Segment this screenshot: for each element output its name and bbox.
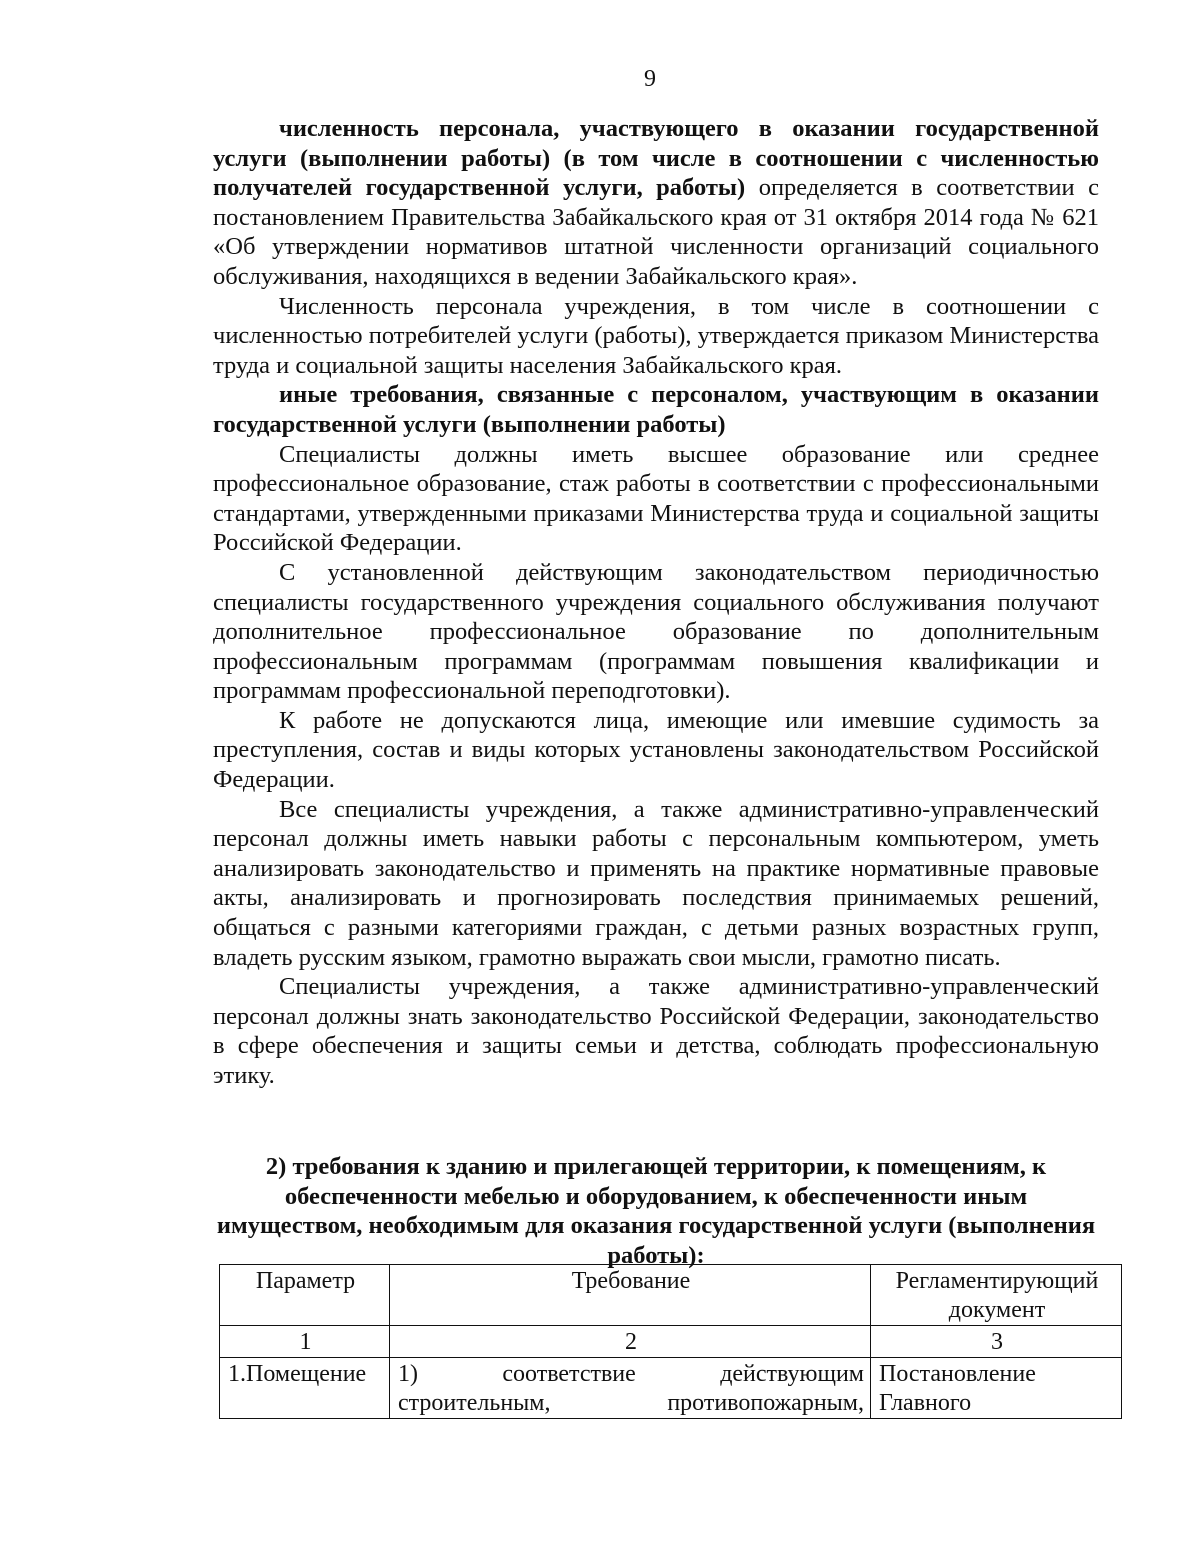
paragraph-5 bbox=[213, 558, 1099, 706]
header-requirement: Требование bbox=[390, 1265, 871, 1326]
bold-lead: иные требования, связанные с персоналом, участвующим в оказании государственной услуги (выполнении работы) bbox=[213, 381, 1099, 438]
header-parameter: Параметр bbox=[220, 1265, 390, 1326]
paragraph-1 bbox=[213, 114, 1099, 292]
paragraph-3 bbox=[213, 380, 1099, 439]
requirement-line: строительным, противопожарным, bbox=[398, 1390, 864, 1416]
section-heading: 2) требования к зданию и прилегающей территории, к помещениям, к обеспеченности мебелью и оборудованием, к обеспеченности иным имуществом, необходимым для оказания государственной услуги (выполнения работы): bbox=[216, 1153, 1096, 1269]
row-document bbox=[871, 1358, 1122, 1419]
requirement-line: 1) соответствие действующим bbox=[398, 1361, 864, 1387]
body-text bbox=[213, 114, 1099, 1091]
column-number-1: 1 bbox=[220, 1326, 390, 1358]
paragraph-text: Специалисты должны иметь высшее образование или среднее профессиональное образование, стаж работы в соответствии с профессиональными стандартами, утвержденными приказами Министерства труда и социальной защиты Российской Федерации. bbox=[213, 440, 1099, 557]
paragraph-text: Все специалисты учреждения, а также административно-управленческий персонал должны иметь навыки работы с персональным компьютером, уметь анализировать законодательство и применять на практике нормативные правовые акты, анализировать и прогнозировать последствия принимаемых решений, общаться с разными категориями граждан, с детьми разных возрастных групп, владеть русским языком, грамотно выражать свои мысли, грамотно писать. bbox=[213, 795, 1099, 971]
paragraph-text: С установленной действующим законодательством периодичностью специалисты государственного учреждения социального обслуживания получают дополнительное профессиональное образование по дополнительным профессиональным программам (программам повышения квалификации и программам профессиональной переподготовки). bbox=[213, 558, 1099, 705]
row-parameter: 1.Помещение bbox=[220, 1358, 390, 1419]
header-document: Регламентирующий документ bbox=[871, 1265, 1122, 1326]
row-requirement bbox=[390, 1358, 871, 1419]
paragraph-text: Специалисты учреждения, а также административно-управленческий персонал должны знать законодательство Российской Федерации, законодательство в сфере обеспечения и защиты семьи и детства, соблюдать профессиональную этику. bbox=[213, 973, 1099, 1089]
paragraph-text: определяется в соответствии с постановлением Правительства Забайкальского края от 31 октября 2014 года № 621 «Об утверждении нормативов штатной численности организаций социального обслуживания, находящихся в ведении Забайкальского края». bbox=[213, 174, 1099, 290]
page-number: 9 bbox=[644, 66, 656, 92]
table-header-row bbox=[220, 1265, 1122, 1326]
paragraph-2 bbox=[213, 292, 1099, 381]
bold-lead: численность персонала, участвующего в оказании государственной услуги (выполнении работы) (в том числе в соотношении с численностью получателей государственной услуги, работы) bbox=[213, 115, 1099, 202]
paragraph-6 bbox=[213, 706, 1099, 795]
table-number-row bbox=[220, 1326, 1122, 1358]
column-number-3: 3 bbox=[871, 1326, 1122, 1358]
requirements-table bbox=[219, 1264, 1122, 1419]
document-line: Постановление bbox=[879, 1361, 1036, 1387]
paragraph-text: Численность персонала учреждения, в том числе в соотношении с численностью потребителей услуги (работы), утверждается приказом Министерства труда и социальной защиты населения Забайкальского края. bbox=[213, 292, 1099, 379]
document-line: Главного bbox=[879, 1390, 972, 1416]
column-number-2: 2 bbox=[390, 1326, 871, 1358]
table-row bbox=[220, 1358, 1122, 1419]
paragraph-text: К работе не допускаются лица, имеющие или имевшие судимость за преступления, состав и виды которых установлены законодательством Российской Федерации. bbox=[213, 706, 1099, 794]
paragraph-7 bbox=[213, 795, 1099, 973]
paragraph-4 bbox=[213, 440, 1099, 558]
paragraph-8 bbox=[213, 972, 1099, 1090]
